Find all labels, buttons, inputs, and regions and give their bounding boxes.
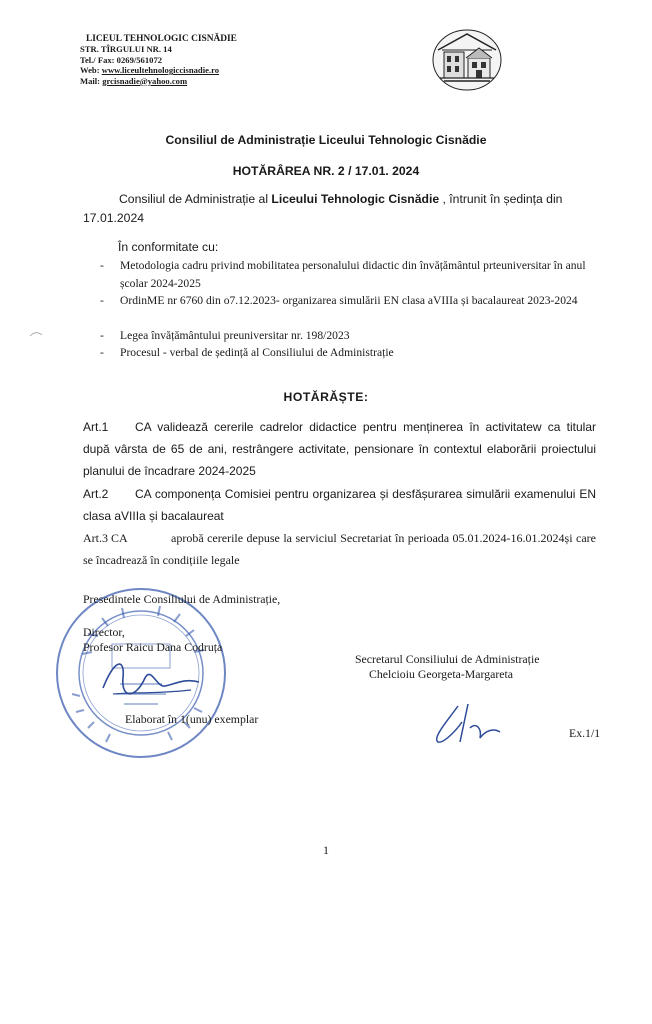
intro-school: Liceului Tehnologic Cisnădie bbox=[271, 192, 440, 206]
article-1 bbox=[83, 416, 596, 482]
school-mail bbox=[80, 76, 340, 86]
president-title: Presedintele Consiliului de Administrație, bbox=[83, 592, 281, 606]
web-link[interactable]: www.liceultehnologiccisnadie.ro bbox=[101, 65, 220, 76]
article-text: CA componența Comisiei pentru organizarea și desfășurarea simulării examenului EN clasa aVIIIa și bacalaureat bbox=[83, 487, 596, 523]
intro-prefix: Consiliul de Administrație al bbox=[119, 192, 272, 206]
director-block bbox=[83, 625, 222, 655]
article-2 bbox=[83, 483, 596, 527]
article-text: aprobă cererile depuse la serviciul Secretariat în perioada 05.01.2024-16.01.2024și care se încadrează în condițiile legale bbox=[83, 531, 596, 567]
school-street: STR. TÎRGULUI NR. 14 bbox=[80, 44, 172, 55]
school-phone: Tel./ Fax: 0269/561072 bbox=[80, 54, 163, 65]
school-web bbox=[80, 65, 340, 75]
decision-title: HOTĂRÂREA NR. 2 / 17.01. 2024 bbox=[232, 164, 420, 178]
mail-label: Mail: bbox=[80, 75, 103, 86]
web-label: Web: bbox=[80, 65, 102, 76]
reference-item bbox=[100, 344, 590, 362]
reference-text: Procesul - verbal de ședință al Consiliului de Administrație bbox=[120, 346, 394, 359]
article-number: Art.2 bbox=[83, 487, 109, 501]
reference-text: Legea învățământului preuniversitar nr. 198/2023 bbox=[120, 329, 350, 342]
article-3 bbox=[83, 527, 596, 571]
bullet-dash: - bbox=[100, 294, 104, 307]
council-title: Consiliul de Administrație Liceului Tehnologic Cisnădie bbox=[165, 133, 487, 147]
secretary-block bbox=[355, 652, 539, 682]
article-number: Art.3 CA bbox=[83, 531, 128, 545]
bullet-dash: - bbox=[100, 329, 104, 342]
article-text: CA validează cererile cadrelor didactice pentru menținerea în activitatew ca titular după vârsta de 65 de ani, restrângere activitate, pensionare în contextul elaborării proiectului planului de încadrare 2024-2025 bbox=[83, 420, 596, 478]
article-number: Art.1 bbox=[83, 420, 109, 434]
bullet-dash: - bbox=[100, 259, 104, 272]
decides-heading: HOTĂRĂȘTE: bbox=[283, 390, 369, 404]
secretary-signature bbox=[428, 698, 528, 748]
director-name: Profesor Raicu Dana Codruța bbox=[83, 640, 223, 654]
elaborated-note: Elaborat în 1(unu) exemplar bbox=[125, 712, 259, 726]
bullet-dash: - bbox=[100, 346, 104, 359]
school-building-logo bbox=[432, 28, 502, 92]
reference-item bbox=[100, 292, 590, 310]
secretary-name: Chelcioiu Georgeta-Margareta bbox=[369, 667, 514, 681]
copy-number: Ex.1/1 bbox=[569, 726, 601, 740]
school-header bbox=[80, 34, 340, 86]
reference-item bbox=[100, 327, 590, 345]
reference-item bbox=[100, 257, 590, 292]
intro-paragraph bbox=[83, 190, 603, 228]
conformity-heading: În conformitate cu: bbox=[118, 240, 219, 254]
margin-mark bbox=[29, 330, 43, 338]
intro-suffix: , întrunit în ședința din 17.01.2024 bbox=[83, 192, 563, 225]
school-name: LICEUL TEHNOLOGIC CISNĂDIE bbox=[86, 34, 237, 44]
director-label: Director, bbox=[83, 625, 125, 639]
mail-link[interactable]: grcisnadie@yahoo.com bbox=[102, 75, 188, 86]
secretary-title: Secretarul Consiliului de Administrație bbox=[355, 652, 540, 666]
page-number: 1 bbox=[323, 843, 329, 857]
reference-text: OrdinME nr 6760 din o7.12.2023- organizarea simulării EN clasa aVIIIa și bacalaureat 2023-2024 bbox=[120, 294, 578, 307]
reference-text: Metodologia cadru privind mobilitatea personalului didactic din învățământul prteuniversitar în anul școlar 2024-2025 bbox=[120, 259, 586, 290]
director-signature bbox=[95, 648, 205, 708]
